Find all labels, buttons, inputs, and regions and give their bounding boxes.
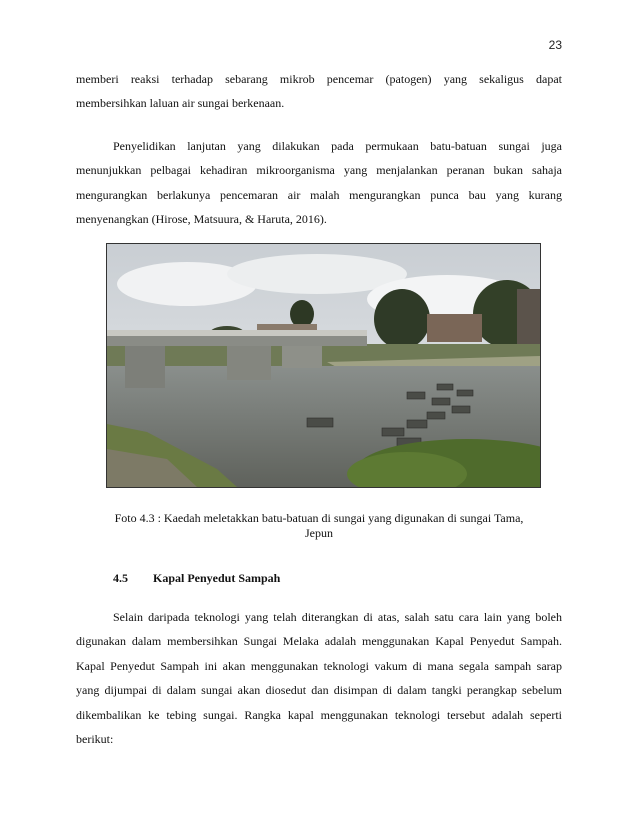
page-number: 23 <box>548 38 562 52</box>
paragraph-line: menunjukkan pelbagai kehadiran mikroorganisma yang menjalankan peranan bukan sahaja <box>76 163 562 178</box>
figure-caption <box>76 511 562 541</box>
paragraph-line: berikut: <box>76 732 114 747</box>
paragraph-line: memberi reaksi terhadap sebarang mikrob pencemar (patogen) yang sekaligus dapat <box>76 72 562 86</box>
caption-line: Jepun <box>305 526 333 540</box>
paragraph-2 <box>76 134 562 232</box>
paragraph-line: menyenangkan (Hirose, Matsuura, & Haruta, 2016). <box>76 212 327 227</box>
river-stones-photo <box>106 243 541 488</box>
paragraph-line: Selain daripada teknologi yang telah diterangkan di atas, salah satu cara lain yang boleh <box>113 610 562 624</box>
paragraph-line: yang dijumpai di dalam sungai akan diosedut dan disimpan di dalam tangki perangkap sebelum <box>76 683 562 698</box>
section-heading <box>113 571 280 586</box>
paragraph-line: dikembalikan ke tebing sungai. Rangka kapal menggunakan teknologi tersebut adalah seperti <box>76 707 562 722</box>
section-title: Kapal Penyedut Sampah <box>153 571 281 585</box>
paragraph-line: digunakan dalam membersihkan Sungai Melaka adalah menggunakan Kapal Penyedut Sampah. <box>76 634 562 649</box>
section-number: 4.5 <box>113 571 128 585</box>
paragraph-line: membersihkan laluan air sungai berkenaan. <box>76 96 285 111</box>
paragraph-line: mengurangkan berlakunya pencemaran air malah mengurangkan punca bau yang kurang <box>76 187 562 202</box>
caption-line: Foto 4.3 : Kaedah meletakkan batu-batuan di sungai yang digunakan di sungai Tama, <box>114 511 524 525</box>
paragraph-line: Penyelidikan lanjutan yang dilakukan pada permukaan batu-batuan sungai juga <box>113 139 562 153</box>
paragraph-3 <box>76 605 562 751</box>
paragraph-line: Kapal Penyedut Sampah ini akan menggunakan teknologi vakum di mana segala sampah sarap <box>76 658 562 673</box>
paragraph-1 <box>76 67 562 116</box>
